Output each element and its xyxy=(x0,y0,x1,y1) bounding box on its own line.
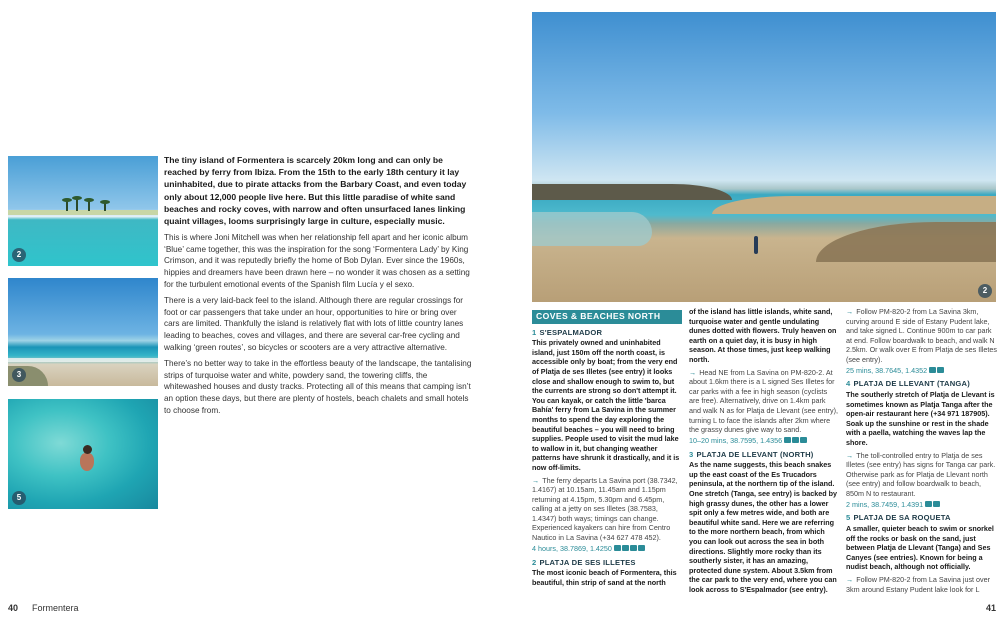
palm-tree-icon xyxy=(76,198,78,211)
directions-text: Follow PM-820-2 from La Savina 3km, curving around E side of Estany Pudent lake, and take signed L. Continue 900m to car park at end. Follow boardwalk to beach, and walk N 2.5km. Or walk over E from Platja de ses Illetes (see entry). xyxy=(846,307,997,364)
entry-name: PLATJA DE LLEVANT (NORTH) xyxy=(696,449,814,459)
intro-paragraph: There’s no better way to take in the effortless beauty of the landscape, the tantalising strips of turquoise water and white, powdery sand, the towering cliffs, the whitewashed houses and dusty tracks. Protecting all of this means that camping isn’t an option these days, but there are plenty of hostels, beach chalets and small hotels to choose from. xyxy=(164,359,472,415)
photo-number: 5 xyxy=(12,491,26,505)
facility-icons xyxy=(929,366,945,376)
lagoon xyxy=(532,212,652,246)
facility-icons xyxy=(925,500,941,510)
footer-left xyxy=(8,603,79,613)
photo-number: 2 xyxy=(12,248,26,262)
entry-directions xyxy=(846,575,998,594)
palm-tree-icon xyxy=(66,200,68,211)
entry-meta xyxy=(846,500,998,510)
directions-text: The ferry departs La Savina port (38.7342, 1.4167) at 10.15am, 11.45am and 1.15pm returning at 4.15pm, 5.30pm and 6.45pm, calling at a jetty on ses Illetes (38.7583, 1.4347) both ways; timings can change. Experienced kayakers can hire from Centro Nautico in La Savina (+34 627 478 452). xyxy=(532,475,678,543)
facility-icons xyxy=(614,544,646,554)
entry-description-continued: of the island has little islands, white sand, turquoise water and gentle undulating dunes dotted with flowers. Truly heaven on earth on a quiet day, it is busy in high season. At those times, just keep walking north. xyxy=(689,307,837,364)
page-number: 41 xyxy=(986,603,997,613)
photo-beach-shore xyxy=(8,278,158,386)
entry-title xyxy=(689,450,839,460)
column-3 xyxy=(846,307,998,595)
directions-text: Head NE from La Savina on PM-820-2. At about 1.6km there is a L signed Ses Illetes for car parks with a fee in high season (cyclists are free). Alternatively, drive on 1.4km park and walk N as for Platja de Llevant (see entry), turning L to face the islands after 2km where the grassy dunes give way to sand. xyxy=(689,367,839,435)
entry-directions xyxy=(846,307,998,365)
arrow-right-icon: → xyxy=(846,450,854,460)
wave-foam xyxy=(8,358,158,362)
swim-icon xyxy=(933,501,940,507)
entry-title xyxy=(846,513,998,523)
directions-text: Follow PM-820-2 from La Savina just over 3km around Estany Pudent lake look for L xyxy=(846,575,991,594)
swimmer xyxy=(80,453,94,471)
meta-text: 4 hours, 38.7869, 1.4250 xyxy=(532,543,612,553)
entry-index: 3 xyxy=(689,449,694,459)
section-header: COVES & BEACHES NORTH xyxy=(532,310,682,324)
palm-tree-icon xyxy=(88,200,90,211)
walk-icon xyxy=(937,367,944,373)
restaurant-icon xyxy=(925,501,932,507)
entry-meta xyxy=(532,544,682,554)
swim-icon xyxy=(784,437,791,443)
palm-tree-icon xyxy=(104,202,106,211)
entry-title xyxy=(532,328,682,338)
entry-meta xyxy=(846,366,998,376)
entry-name: S'ESPALMADOR xyxy=(539,327,603,337)
hero-photo-beach xyxy=(532,12,996,302)
column-1 xyxy=(532,310,682,590)
intro-text xyxy=(164,154,474,421)
intro-lead: The tiny island of Formentera is scarcely 20km long and can only be reached by ferry from Ibiza. From the 15th to the early 18th century it lay uninhabited, due to pirate attacks from the Barbary Coast, and even today only about 12,000 people live here. But this little paradise of white sand beaches and rocky coves, with narrow and often unsurfaced lanes linking quaint villages, looms surprisingly large in culture, especially music. xyxy=(164,155,467,227)
entry-description: The most iconic beach of Formentera, this beautiful, thin strip of sand at the north xyxy=(532,568,677,587)
entry-title xyxy=(532,558,682,568)
foreground-rocks xyxy=(816,222,996,262)
entry-name: PLATJA DE SES ILLETES xyxy=(539,557,636,567)
boat-icon xyxy=(614,545,621,551)
entry-index: 5 xyxy=(846,513,851,523)
photo-beach-palms xyxy=(8,156,158,266)
intro-paragraph: This is where Joni Mitchell was when her relationship fell apart and her iconic album ‘Blue’ came together, this was the inspiration for the song ‘Formentera Lady’ by King Crimson, and it was reputedly briefly the home of Bob Dylan. Ever since the 1960s, hippies and dreamers have been drawn here – no wonder it was chosen as a setting for the turbulent emotional events of the Spanish film Lucía y el sexo. xyxy=(164,233,470,289)
meta-text: 10–20 mins, 38.7595, 1.4356 xyxy=(689,435,783,445)
parking-icon xyxy=(792,437,799,443)
photo-swimmer xyxy=(8,399,158,509)
meta-text: 25 mins, 38.7645, 1.4352 xyxy=(846,365,928,375)
entry-description: The southerly stretch of Platja de Llevant is sometimes known as Platja Tanga after the open-air restaurant here (+34 971 187905). Soak up the sunshine or rest in the shade with a paella, watching the waves lap the shore. xyxy=(846,390,995,448)
entry-name: PLATJA DE SA ROQUETA xyxy=(853,513,951,523)
entry-meta xyxy=(689,436,839,446)
intro-paragraph: There is a very laid-back feel to the island. Although there are regular crossings for foot or car passengers that take under an hour, opportunities to hire or bring over cars are limited. Thankfully the island is relatively flat with lots of little country lanes leading to beaches, coves and villages, and there are several car-free cycling and walking ‘green routes’, so bicycles or scooters are a very attractive alternative. xyxy=(164,296,464,352)
entry-description: This privately owned and uninhabited island, just 150m off the north coast, is accessible only by boat; from the very end of Platja de ses Illetes (see entry) it looks close and shallow enough to swim to, but the currents are strong so don't attempt it. You can kayak, or catch the little 'barca Bahía' ferry from La Savina in the summer months to spend the day exploring the beautiful beaches – you will need to bring supplies. People used to visit the mud lake to wallow in it, but changing weather patterns have shrunk it drastically, and it is now off-limits. xyxy=(532,338,680,472)
walk-icon xyxy=(630,545,637,551)
entry-index: 4 xyxy=(846,379,851,389)
directions-text: The toll-controlled entry to Platja de ses Illetes (see entry) has signs for Tanga car park. Otherwise park as for Platja de Llevant north (see entry) and follow boardwalk to beach, 850m N to restaurant. xyxy=(846,450,996,498)
arrow-right-icon: → xyxy=(532,475,540,485)
entry-name: PLATJA DE LLEVANT (TANGA) xyxy=(853,379,970,389)
running-title: Formentera xyxy=(32,603,79,613)
entry-title xyxy=(846,379,998,389)
meta-text: 2 mins, 38.7459, 1.4391 xyxy=(846,499,924,509)
page-number: 40 xyxy=(8,603,19,613)
photo-number: 3 xyxy=(12,368,26,382)
kayak-icon xyxy=(638,545,645,551)
arrow-right-icon: → xyxy=(689,367,697,377)
column-2 xyxy=(689,307,839,598)
distant-land xyxy=(8,210,158,215)
entry-description: A smaller, quieter beach to swim or snorkel off the rocks or bask on the sand, just between Platja de Llevant (Tanga) and Ses Canyes (see entries). Known for being a nudist beach, although not officially. xyxy=(846,524,994,572)
entry-directions xyxy=(532,476,682,543)
facility-icons xyxy=(784,436,808,446)
distant-island xyxy=(532,184,732,200)
walk-icon xyxy=(800,437,807,443)
swim-icon xyxy=(622,545,629,551)
arrow-right-icon: → xyxy=(846,307,854,316)
arrow-right-icon: → xyxy=(846,575,854,585)
swim-icon xyxy=(929,367,936,373)
entry-directions xyxy=(846,451,998,499)
entry-description: As the name suggests, this beach snakes up the east coast of the Es Trucadors peninsula, at the northern tip of the island. One stretch (Tanga, see entry) is backed by high grassy dunes, the other has a lower spit only a few metres wide, and both are beautiful white sand. Here we are referring to the more northern beach, from which you can look out across the sea in both directions. Slightly more rocky than its southerly sister, it has an amazing, protected dune system. About 3.5km from the car park to the very end, where you can look across to S'Espalmador (see entry). xyxy=(689,460,838,594)
photo-number: 2 xyxy=(978,284,992,298)
entry-directions xyxy=(689,368,839,435)
walking-person xyxy=(754,236,758,254)
entry-index: 2 xyxy=(532,557,537,567)
entry-index: 1 xyxy=(532,327,537,337)
sand-spit xyxy=(712,196,996,214)
